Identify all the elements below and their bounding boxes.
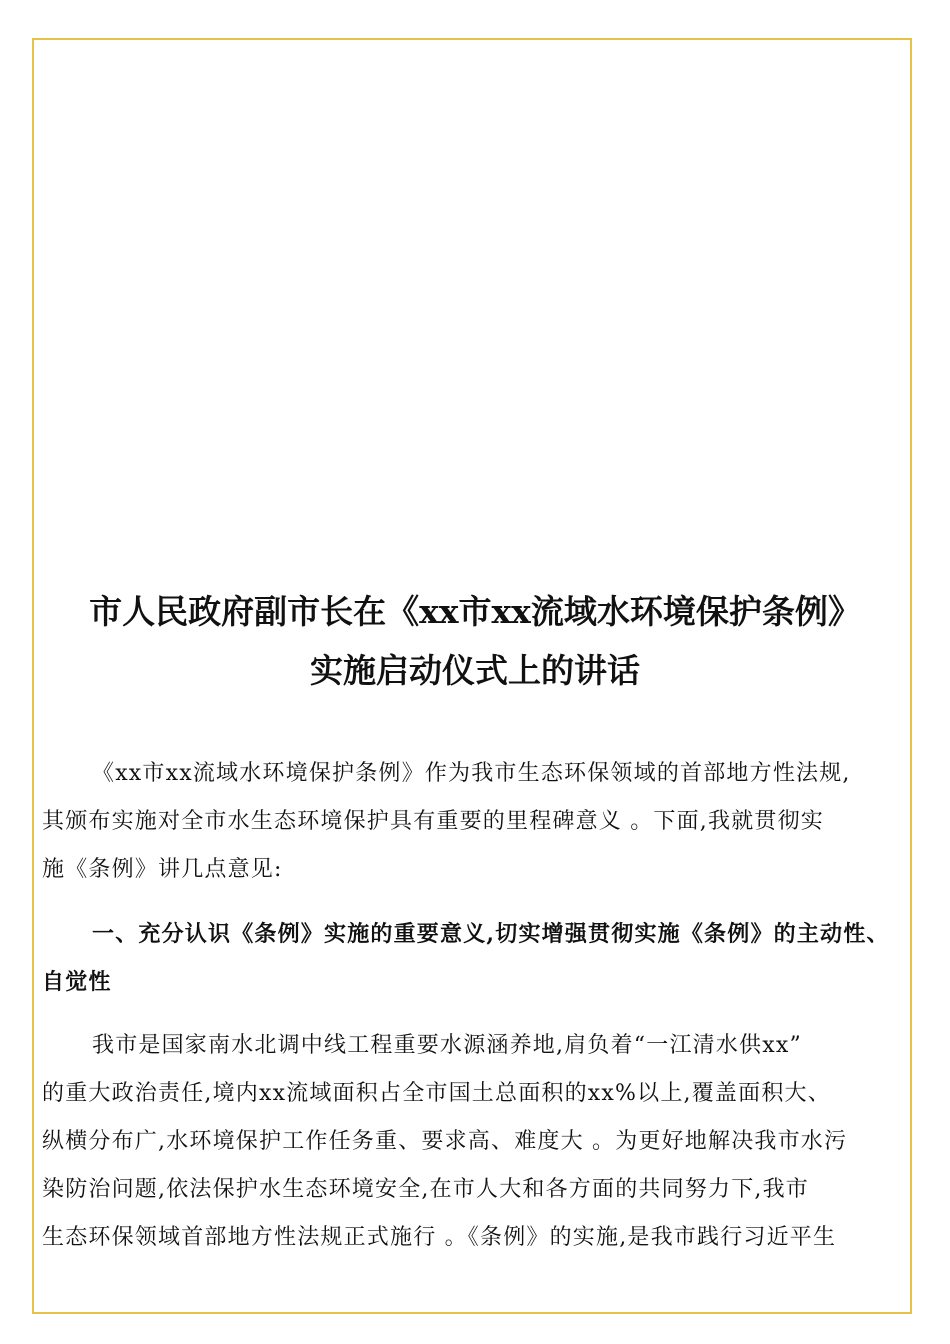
paragraph-2-line-2: 的重大政治责任,境内xx流域面积占全市国土总面积的xx%以上,覆盖面积大、 xyxy=(42,1081,831,1106)
paragraph-2-line-5: 生态环保领域首部地方性法规正式施行 。《条例》的实施,是我市践行习近平生 xyxy=(42,1225,837,1250)
paragraph-1-line-3: 施《条例》讲几点意见: xyxy=(42,857,283,882)
section-heading-line-2: 自觉性 xyxy=(42,969,112,995)
document-title-line-2: 实施启动仪式上的讲话 xyxy=(310,651,640,690)
paragraph-2-line-1: 我市是国家南水北调中线工程重要水源涵养地,肩负着“一江清水供xx” xyxy=(92,1033,802,1058)
paragraph-1-line-1: 《xx市xx流域水环境保护条例》作为我市生态环保领域的首部地方性法规, xyxy=(92,761,851,786)
paragraph-2-line-3: 纵横分布广,水环境保护工作任务重、要求高、难度大 。为更好地解决我市水污 xyxy=(42,1129,848,1154)
paragraph-1-line-2: 其颁布实施对全市水生态环境保护具有重要的里程碑意义 。下面,我就贯彻实 xyxy=(42,809,824,834)
paragraph-2-line-4: 染防治问题,依法保护水生态环境安全,在市人大和各方面的共同努力下,我市 xyxy=(42,1177,809,1202)
document-title-line-1: 市人民政府副市长在《xx市xx流域水环境保护条例》 xyxy=(89,592,861,631)
section-heading-line-1: 一、充分认识《条例》实施的重要意义,切实增强贯彻实施《条例》的主动性、 xyxy=(92,921,890,947)
